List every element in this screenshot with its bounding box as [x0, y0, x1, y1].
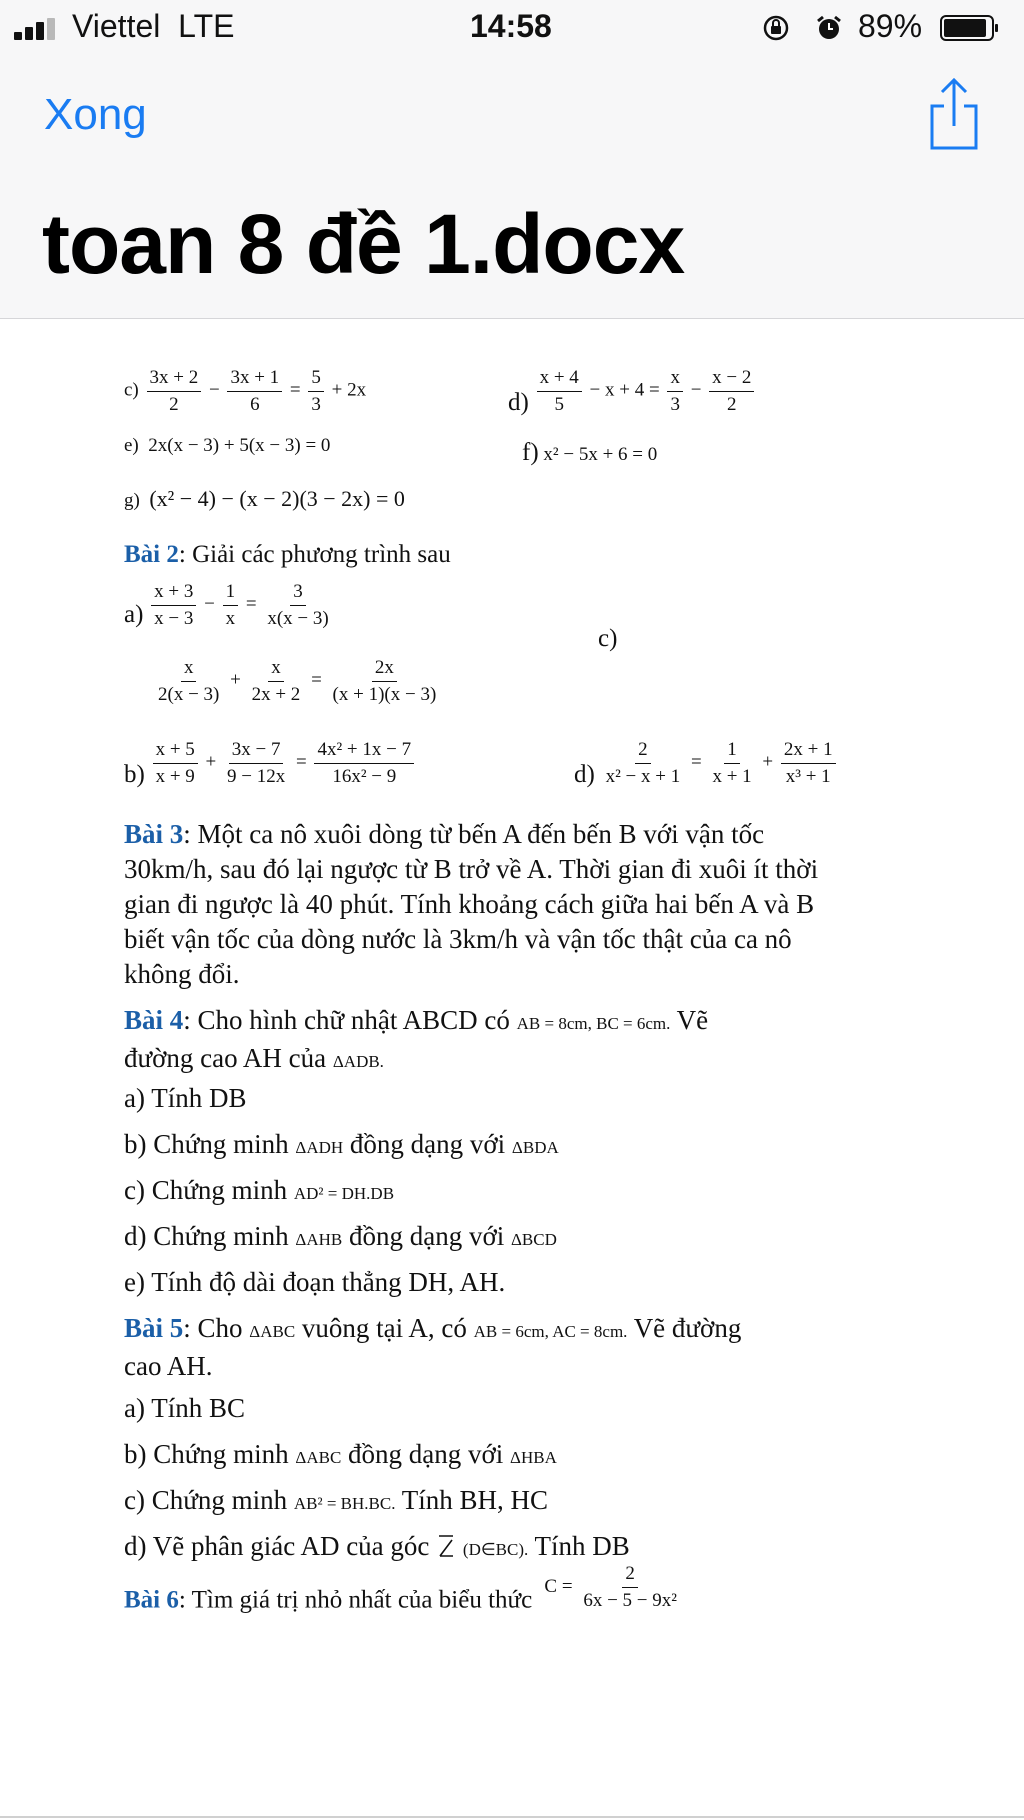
eq-2d: d) $\frac{2}{\text{x² − x + 1}}$ = $\frac{1}{x + 1}$ + $\frac{2x + 1}{\text{x³ + 1}}$ — [574, 739, 839, 788]
battery-percent: 89% — [858, 8, 923, 44]
bai-6-paragraph: Bài 6: Tìm giá trị nhỏ nhất của biểu thức $^{C = \frac{2}{\text{6x − 5 − 9x²}}}$ — [124, 1563, 677, 1614]
bai-3-paragraph: Bài 3: Một ca nô xuôi dòng từ bến A đến bến B với vận tốc 30km/h, sau đó lại ngược từ B trở về A. Thời gian đi xuôi ít thời gian đi ngược là 40 phút. Tính khoảng cách giữa hai bến A và B biết vận tốc của dòng nước là 3km/h và vận tốc thật của ca nô không đổi. — [124, 819, 819, 989]
viewer-header — [0, 0, 1024, 319]
bai-5-parts: a) Tính BC b) Chứng minh ΔABC đồng dạng với ΔHBA c) Chứng minh AB² = BH.BC. Tính BH, HC d) Vẽ phân giác AD của góc (D∈BC). Tính DB — [124, 1393, 630, 1561]
signal-icon — [14, 18, 62, 40]
eq-2a: a) $\frac{x + 3}{x - 3}$ − $\frac{1}{x}$ = $\frac{3}{x(x - 3)}$ — [124, 581, 329, 629]
eq-2c-label: c) — [598, 625, 618, 652]
bai-4-paragraph: Bài 4: Cho hình chữ nhật ABCD có AB = 8cm, BC = 6cm. Vẽ đường cao AH của ΔADB. — [124, 1005, 709, 1073]
status-bar — [0, 0, 1024, 56]
clock: 14:58 — [470, 8, 552, 44]
battery-icon — [940, 14, 1000, 42]
done-button[interactable]: Xong — [44, 90, 147, 139]
carrier-label: Viettel LTE — [72, 8, 235, 44]
bai-2-heading: Bài 2: Giải các phương trình sau — [124, 541, 451, 568]
eq-1c: c) $\frac{3x + 2}{2}$ − $\frac{3x + 1}{6}$ = $\frac{5}{3}$ + 2x — [124, 367, 367, 415]
angle-symbol-icon — [436, 1534, 456, 1558]
document-title: toan 8 đề 1.docx — [42, 197, 685, 291]
document-body — [0, 319, 1024, 1820]
eq-1f: f) x² − 5x + 6 = 0 — [522, 439, 658, 466]
bai-4-parts: a) Tính DB b) Chứng minh ΔADH đồng dạng với ΔBDA c) Chứng minh AD² = DH.DB d) Chứng minh ΔAHB đồng dạng với ΔBCD e) Tính độ dài đoạn thẳng DH, AH. — [124, 1083, 559, 1297]
eq-1e: e) 2x(x − 3) + 5(x − 3) = 0 — [124, 435, 331, 456]
bottom-divider — [0, 1816, 1024, 1818]
alarm-icon — [815, 14, 843, 42]
eq-2c: $\frac{x}{2(x - 3)}$ + $\frac{x}{2x + 2}$ = $\frac{2x}{(x + 1)(x - 3)}$ — [158, 657, 437, 705]
eq-1g: g) (x² − 4) − (x − 2)(3 − 2x) = 0 — [124, 486, 405, 511]
eq-2b: b) $\frac{x + 5}{x + 9}$ + $\frac{3x - 7}{9 - 12x}$ = $\frac{\text{4x² + 1x − 7}}{\text{16x² − 9}}$ — [124, 739, 417, 788]
eq-1d: d) $\frac{x + 4}{5}$ − x + 4 = $\frac{x}{3}$ − $\frac{x - 2}{2}$ — [508, 367, 757, 416]
rotation-lock-icon — [762, 14, 790, 42]
share-icon[interactable] — [926, 76, 982, 152]
bai-5-paragraph: Bài 5: Cho ΔABC vuông tại A, có AB = 6cm, AC = 8cm. Vẽ đường cao AH. — [124, 1313, 742, 1381]
